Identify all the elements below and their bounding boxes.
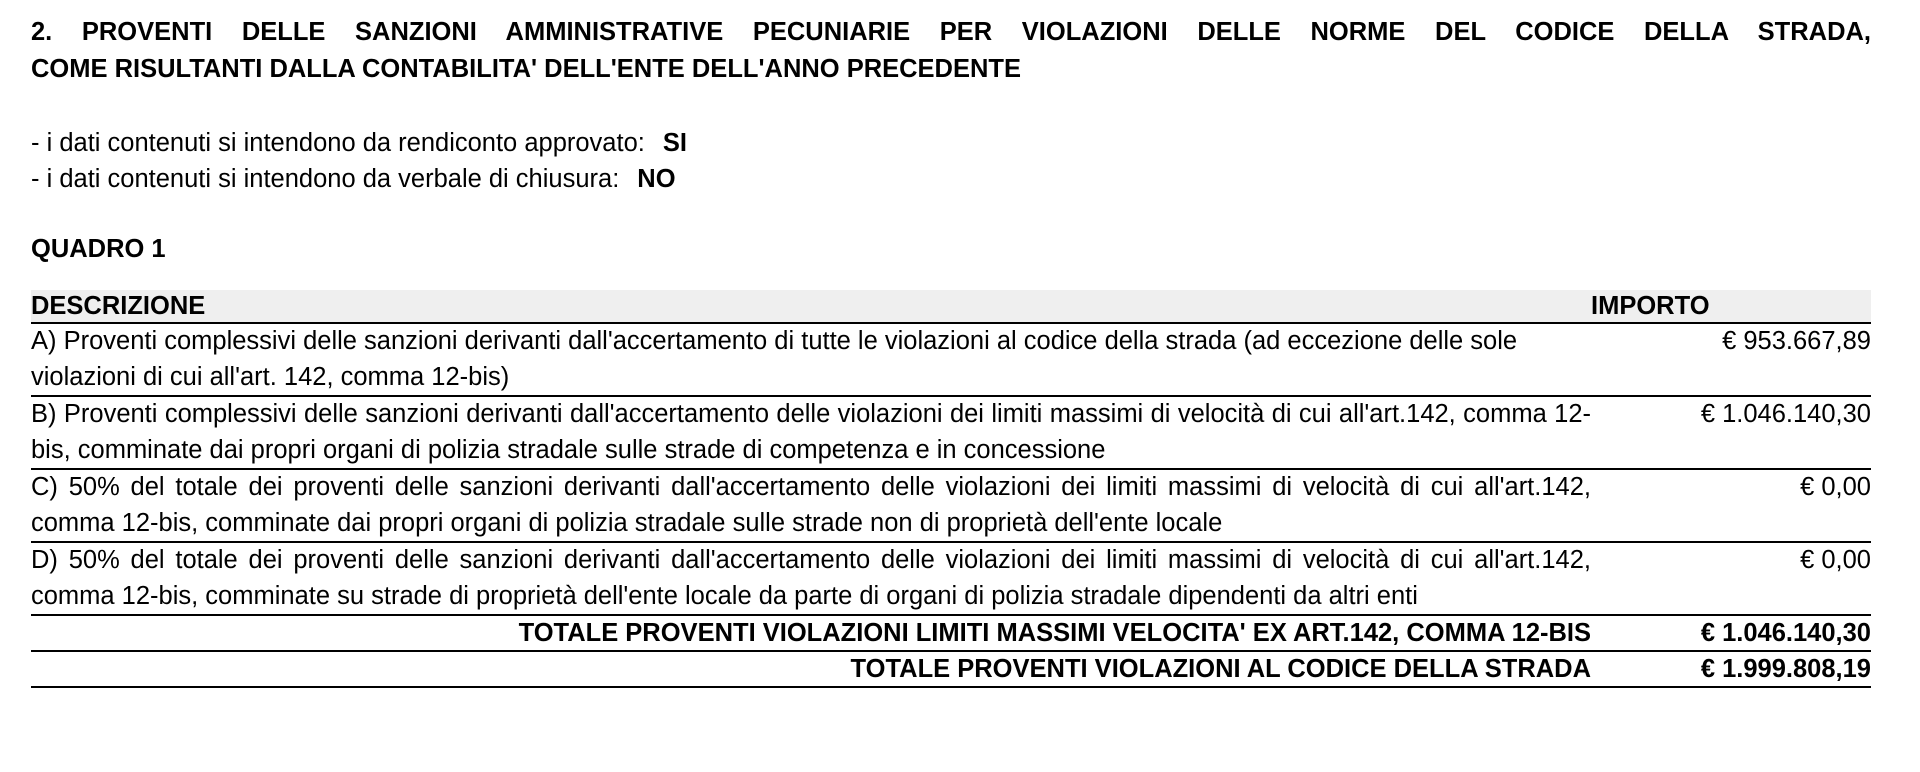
table-header-row: [31, 290, 1871, 323]
total-row-codice-strada: [31, 651, 1871, 687]
table-row: [31, 396, 1871, 469]
header-description: DESCRIZIONE: [31, 290, 1591, 323]
header-amount: IMPORTO: [1591, 290, 1871, 323]
meta-label: - i dati contenuti si intendono da verbale di chiusura:: [31, 165, 620, 193]
section-title-line-2: COME RISULTANTI DALLA CONTABILITA' DELL'ENTE DELL'ANNO PRECEDENTE: [31, 55, 1021, 83]
row-amount: € 1.046.140,30: [1591, 396, 1871, 469]
total-label: TOTALE PROVENTI VIOLAZIONI AL CODICE DELLA STRADA: [31, 651, 1591, 687]
section-title-line-1: 2. PROVENTI DELLE SANZIONI AMMINISTRATIVE PECUNIARIE PER VIOLAZIONI DELLE NORME DEL CODICE DELLA STRADA,: [31, 18, 1871, 46]
meta-value: NO: [637, 165, 676, 193]
row-amount: € 953.667,89: [1591, 323, 1871, 396]
row-description: D) 50% del totale dei proventi delle sanzioni derivanti dall'accertamento delle violazioni dei limiti massimi di velocità di cui all'art.142, comma 12-bis, comminate su strade di proprietà dell'ente locale da parte di organi di polizia stradale dipendenti da altri enti: [31, 542, 1591, 615]
meta-row-rendiconto: [31, 125, 1871, 161]
proventi-table: [31, 290, 1871, 688]
section-title: [31, 14, 1871, 88]
row-description: A) Proventi complessivi delle sanzioni derivanti dall'accertamento di tutte le violazioni al codice della strada (ad eccezione delle sole violazioni di cui all'art. 142, comma 12-bis): [31, 323, 1591, 396]
meta-row-verbale: [31, 161, 1871, 197]
row-description: B) Proventi complessivi delle sanzioni derivanti dall'accertamento delle violazioni dei limiti massimi di velocità di cui all'art.142, comma 12-bis, comminate dai propri organi di polizia stradale sulle strade di competenza e in concessione: [31, 396, 1591, 469]
table-row: [31, 469, 1871, 542]
total-amount: € 1.999.808,19: [1591, 651, 1871, 687]
row-description: C) 50% del totale dei proventi delle sanzioni derivanti dall'accertamento delle violazioni dei limiti massimi di velocità di cui all'art.142, comma 12-bis, comminate dai propri organi di polizia stradale sulle strade non di proprietà dell'ente locale: [31, 469, 1591, 542]
total-row-velocita: [31, 615, 1871, 651]
total-amount: € 1.046.140,30: [1591, 615, 1871, 651]
row-amount: € 0,00: [1591, 469, 1871, 542]
table-row: [31, 323, 1871, 396]
meta-value: SI: [662, 129, 687, 157]
quadro-title: QUADRO 1: [31, 235, 166, 263]
data-source-info: [31, 125, 1871, 197]
meta-label: - i dati contenuti si intendono da rendiconto approvato:: [31, 129, 645, 157]
document-page: [31, 14, 1871, 688]
row-amount: € 0,00: [1591, 542, 1871, 615]
total-label: TOTALE PROVENTI VIOLAZIONI LIMITI MASSIMI VELOCITA' EX ART.142, COMMA 12-BIS: [31, 615, 1591, 651]
table-row: [31, 542, 1871, 615]
